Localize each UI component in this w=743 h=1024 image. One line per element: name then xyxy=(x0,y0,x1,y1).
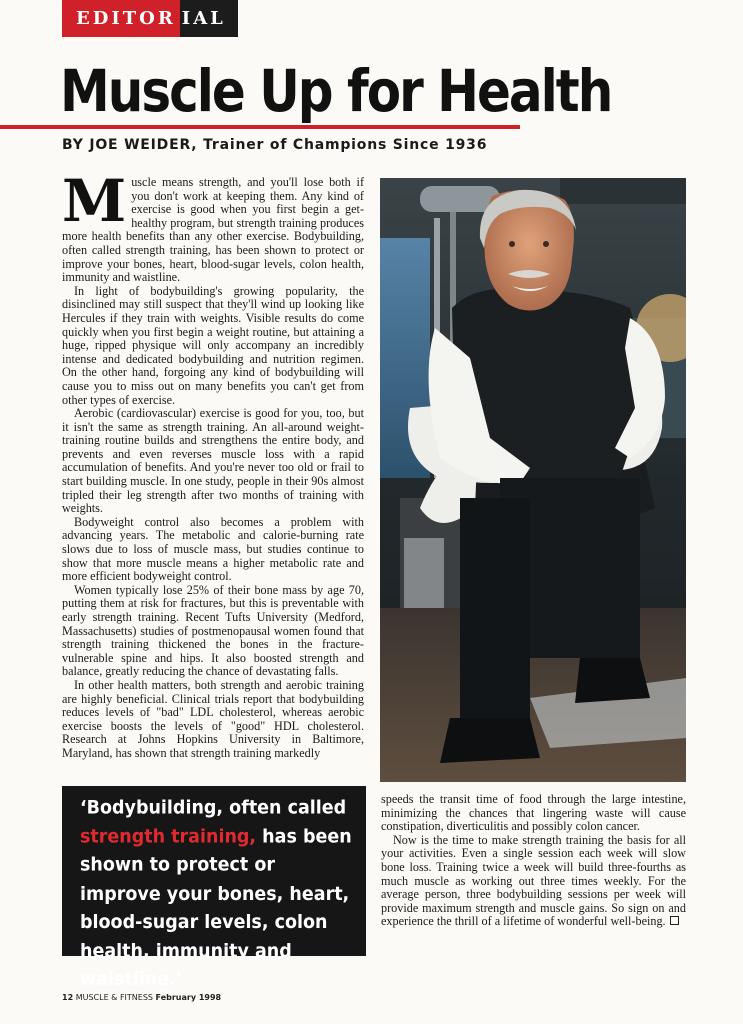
page-number: 12 xyxy=(62,993,74,1002)
article-paragraph: speeds the transit time of food through the large intestine, minimizing the chances that lingering waste will cause constipation, diverticulitis and possibly colon cancer. xyxy=(381,792,686,834)
article-paragraph: Bodyweight control also becomes a problem with advancing years. The metabolic and calorie-burning rate slows due to loss of muscle mass, but studies continue to show that more muscle means a higher metabolic rate and more efficient bodyweight control. xyxy=(62,514,364,584)
pull-quote-highlight: strength training, xyxy=(80,825,257,848)
article-left-column xyxy=(62,167,364,761)
author-photo xyxy=(380,178,686,782)
portrait-image xyxy=(380,178,686,782)
section-tag-black: IAL xyxy=(180,0,238,37)
article-paragraph: In light of bodybuilding's growing popularity, the disinclined may still suspect that they'll wind up looking like Hercules if they train with weights. Visible results do come quickly when you first begin a weight routine, but attaining a huge, ripped physique will only accompany an incredibly intense and dedicated bodybuilding and nutrition regimen. On the other hand, forgoing any kind of bodybuilding will cause you to miss out on many benefits you can't get from other types of exercise. xyxy=(62,283,364,407)
article-right-column xyxy=(381,793,686,929)
magazine-name: MUSCLE & FITNESS xyxy=(75,993,153,1002)
article-paragraph: In other health matters, both strength and aerobic training are highly beneficial. Clinical trials report that bodybuilding reduces levels of "bad" LDL cholesterol, whereas aerobic exercise boosts the levels of "good" HDL cholesterol. Research at Johns Hopkins University in Baltimore, Maryland, has shown that strength training markedly xyxy=(62,677,364,760)
pull-quote-text: ‘Bodybuilding, often called strength training, has been shown to protect or improve your bones, heart, blood-sugar levels, colon health, immunity and waistline.’ xyxy=(80,797,352,991)
issue-date: February 1998 xyxy=(155,993,222,1002)
drop-cap: M xyxy=(62,167,127,235)
article-paragraph: Now is the time to make strength training the basis for all your activities. Even a single session each week will slow bone loss. Training twice a week will build three-fourths as much muscle as working out three times weekly. For the average person, three bodybuilding sessions per week will provide maximum strength and muscle gains. So sign on and experience the thrill of a lifetime of wonderful well-being. xyxy=(381,832,686,929)
section-tag-red: EDITOR xyxy=(62,0,180,37)
page-footer xyxy=(62,993,221,1002)
article-paragraph: Aerobic (cardiovascular) exercise is good for you, too, but it isn't the same as strength training. An all-around weight-training routine builds and strengthens the entire body, and prevents and even reverses muscle loss with a rapid accumulation of benefits. And you're never too old or frail to start building muscle. In one study, people in their 90s almost tripled their leg strength after two months of training with weights. xyxy=(62,406,364,516)
title-rule xyxy=(0,125,520,129)
article-paragraph: Women typically lose 25% of their bone mass by age 70, putting them at risk for fractures, but this is preventable with early strength training. Recent Tufts University (Medford, Massachusetts) studies of postmenopausal women found that strength training thickened the bones in the fracture-vulnerable spine and hips. It also boosted strength and balance, greatly reducing the chance of devastating falls. xyxy=(62,582,364,679)
section-tag xyxy=(62,0,238,37)
byline: BY JOE WEIDER, Trainer of Champions Since 1936 xyxy=(62,137,488,153)
article-paragraph: Muscle means strength, and you'll lose both if you don't work at keeping them. Any kind of exercise is good when you first begin a get-healthy program, but strength training produces more health benefits than any other exercise. Bodybuilding, often called strength training, has been shown to protect or improve your bones, heart, blood-sugar levels, colon health, immunity and waistline. xyxy=(62,167,364,285)
headline: Muscle Up for Health xyxy=(60,58,612,125)
end-mark-icon xyxy=(670,916,679,925)
pull-quote xyxy=(62,786,366,991)
